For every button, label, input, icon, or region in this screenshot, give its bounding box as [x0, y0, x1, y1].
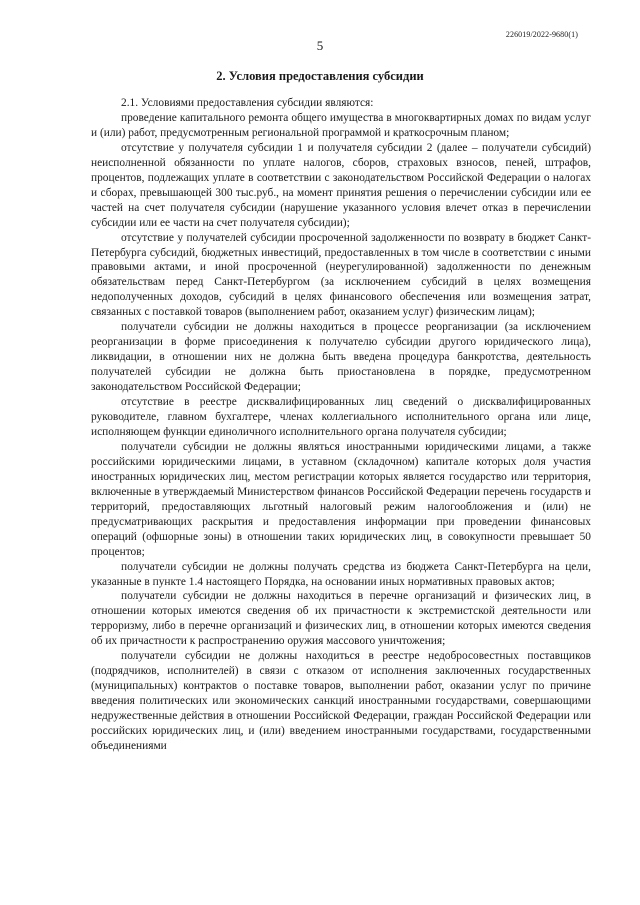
document-body	[91, 96, 591, 754]
paragraph-condition: получатели субсидии не должны получать средства из бюджета Санкт-Петербурга на цели, указанные в пункте 1.4 настоящего Порядка, на основании иных нормативных правовых актов;	[91, 560, 591, 588]
paragraph-condition: отсутствие в реестре дисквалифицированных лиц сведений о дисквалифицированных руководителе, главном бухгалтере, членах коллегиального исполнительного органа или лице, исполняющем функции единоличного исполнительного органа получателя субсидии;	[91, 396, 591, 438]
paragraph-condition: получатели субсидии не должны находиться в перечне организаций и физических лиц, в отношении которых имеются сведения об их причастности к экстремистской деятельности или терроризму, либо в перечне организаций и физических лиц, в отношении которых имеются сведения об их причастности к распространению оружия массового уничтожения;	[91, 590, 591, 648]
section-title: 2. Условия предоставления субсидии	[216, 69, 424, 83]
paragraph-intro: 2.1. Условиями предоставления субсидии являются:	[121, 97, 374, 109]
document-id: 226019/2022-9680(1)	[505, 30, 578, 39]
paragraph-condition: получатели субсидии не должны находиться в процессе реорганизации (за исключением реорганизации в форме присоединения к получателю субсидии другого юридического лица), ликвидации, в отношении них не должна быть введена процедура банкротства, деятельность получателей субсидии не должна быть приостановлена в порядке, предусмотренном законодательством Российской Федерации;	[91, 321, 591, 394]
page-number: 5	[316, 38, 324, 53]
paragraph-condition: отсутствие у получателей субсидии просроченной задолженности по возврату в бюджет Санкт-Петербурга субсидий, бюджетных инвестиций, предоставленных в том числе в соответствии с иными правовыми актами, и иной просроченной (неурегулированной) задолженности по денежным обязательствам перед Санкт-Петербургом (за исключением субсидий в целях возмещения недополученных доходов, субсидий в целях финансового обеспечения или возмещения затрат, связанных с поставкой товаров (выполнением работ, оказанием услуг) физическим лицам);	[91, 231, 591, 319]
paragraph-condition: получатели субсидии не должны являться иностранными юридическими лицами, а также российскими юридическими лицами, в уставном (складочном) капитале которых доля участия иностранных юридических лиц, местом регистрации которых является государство или территория, включенные в утверждаемый Министерством финансов Российской Федерации перечень государств и территорий, предоставляющих льготный налоговый режим налогообложения и (или) не предусматривающих раскрытия и предоставления информации при проведении финансовых операций (офшорные зоны) в отношении таких юридических лиц, в совокупности превышает 50 процентов;	[91, 440, 591, 558]
paragraph-condition: проведение капитального ремонта общего имущества в многоквартирных домах по видам услуг и (или) работ, предусмотренным региональной программой и краткосрочным планом;	[91, 111, 591, 139]
paragraph-condition: получатели субсидии не должны находиться в реестре недобросовестных поставщиков (подрядчиков, исполнителей) в связи с отказом от исполнения заключенных государственных (муниципальных) контрактов о поставке товаров, выполнении работ, оказании услуг по причине введения политических или экономических санкций иностранными государствами, совершающими недружественные действия в отношении Российской Федерации, граждан Российской Федерации или российских юридических лиц, и (или) введением иностранными государствами, государственными объединениями	[91, 650, 591, 752]
paragraph-condition: отсутствие у получателя субсидии 1 и получателя субсидии 2 (далее – получатели субсидий) неисполненной обязанности по уплате налогов, сборов, страховых взносов, пеней, штрафов, процентов, подлежащих уплате в соответствии с законодательством Российской Федерации о налогах и сборах, превышающей 300 тыс.руб., на момент принятия решения о перечислении субсидии или ее частей на счет получателя субсидии (нарушение указанного условия влечет отказ в перечислении субсидии или ее части на счет получателя субсидии);	[91, 141, 591, 229]
